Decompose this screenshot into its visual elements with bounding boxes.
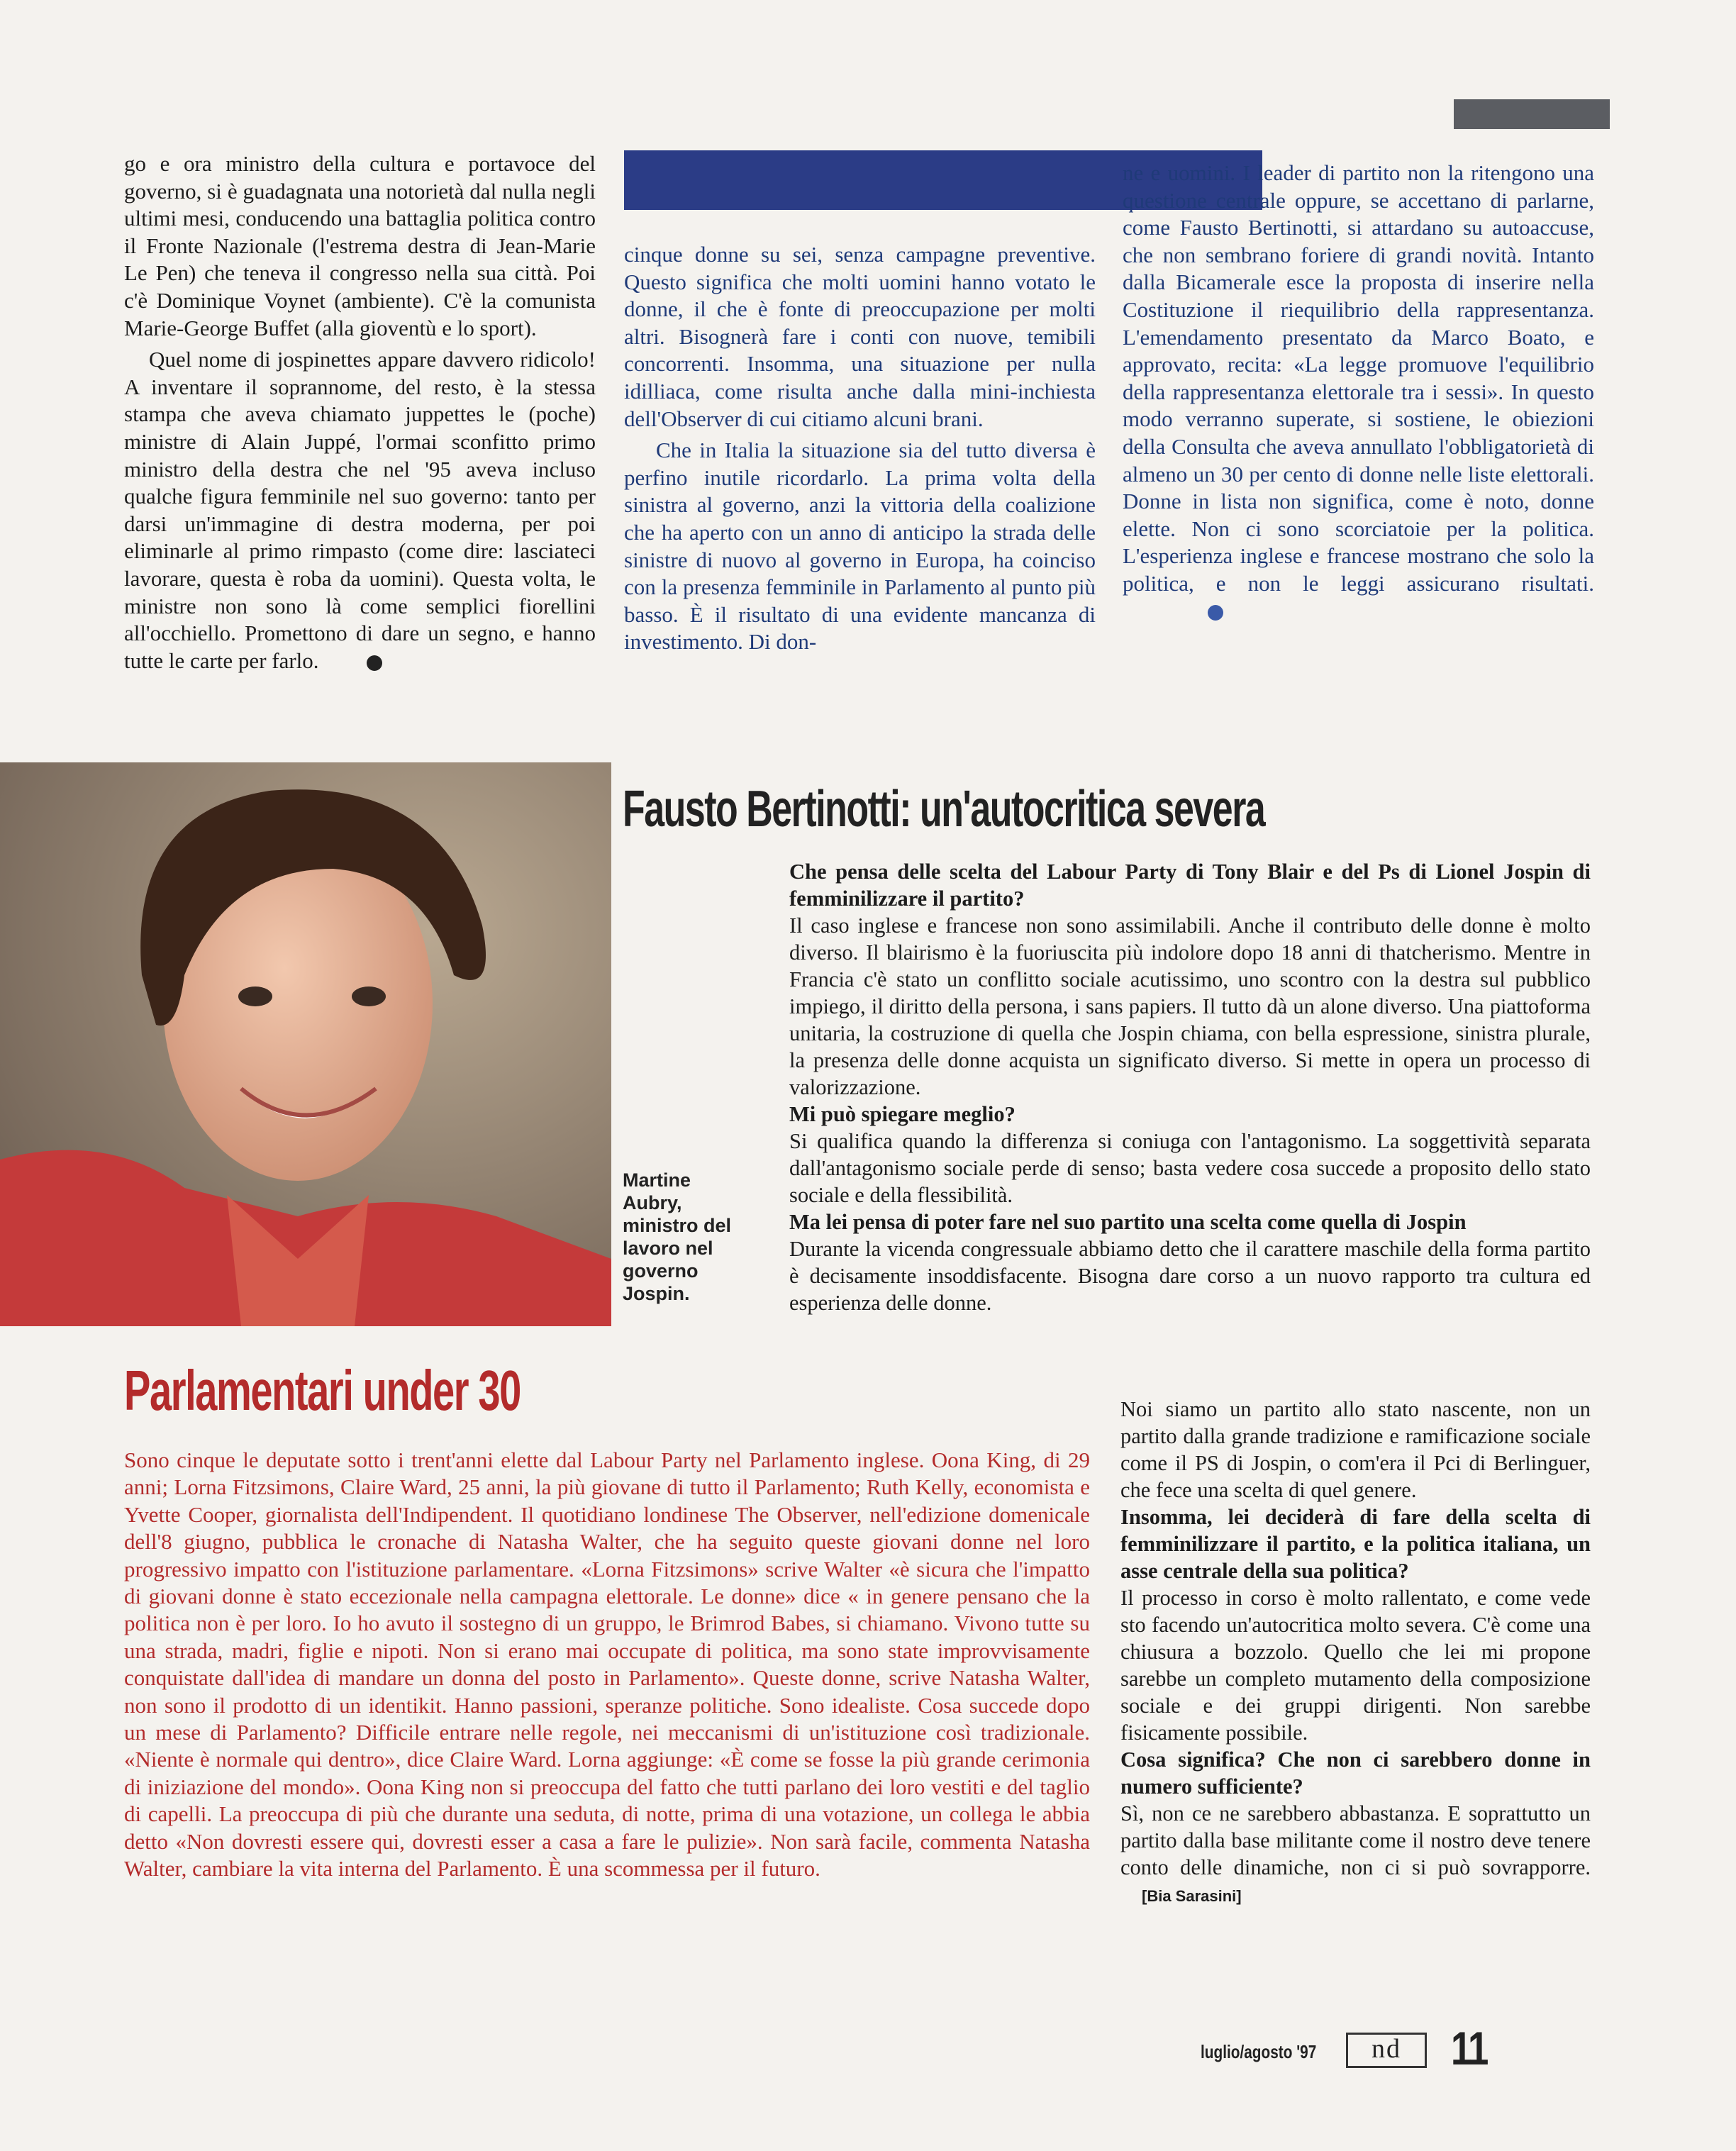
col2-paragraph-2: Che in Italia la situazione sia del tutto diversa è perfino inutile ricordarlo. La prima volta della sinistra al governo, anzi la vittoria della coalizione che ha aperto con un anno di anticipo la strada delle sinistre di nuovo al governo in Europa, ha coinciso con la presenza femminile in Parlamento al punto più basso. È il risultato di una evidente mancanza di investimento. Di don- <box>624 438 1096 655</box>
end-of-article-dot-icon <box>1208 605 1223 621</box>
end-of-article-dot-icon <box>367 655 382 671</box>
interview-a4: Il processo in corso è molto rallentato, e come vede sto facendo un'autocritica molto severa. C'è come una chiusura a bozzolo. Quello che lei mi propone sarebbe un completo mutamento della composizione sociale e dei gruppi dirigenti. Non sarebbe fisicamente possibile. <box>1120 1586 1591 1745</box>
interview-q2: Mi può spiegare meglio? <box>789 1102 1016 1126</box>
column-1 <box>124 150 596 679</box>
interview-q5: Cosa significa? Che non ci sarebbero donne in numero sufficiente? <box>1120 1747 1591 1799</box>
interview-q1: Che pensa delle scelta del Labour Party di Tony Blair e del Ps di Lionel Jospin di femminilizzare il partito? <box>789 860 1591 911</box>
col3-paragraph-1 <box>1123 160 1594 625</box>
page-number: 11 <box>1451 2022 1488 2074</box>
interview-a5-text: Sì, non ce ne sarebbero abbastanza. E soprattutto un partito dalla base militante come il nostro deve tenere conto delle dinamiche, non ci si può sovrapporre. <box>1120 1801 1591 1879</box>
column-3 <box>1123 160 1594 629</box>
magazine-logo-text: nd <box>1371 2034 1401 2064</box>
interview-a5 <box>1120 1800 1591 1910</box>
interview-a3-continued: Noi siamo un partito allo stato nascente, non un partito dalla grande tradizione e ramificazione sociale come il PS di Jospin, o com'era il Pci di Berlinguer, che fece una scelta di quel genere. <box>1120 1397 1591 1502</box>
interview-body <box>789 858 1591 1316</box>
col1-paragraph-2-text: Quel nome di jospinettes appare davvero ridicolo! A inventare il soprannome, del resto, è la stessa stampa che aveva chiamato juppettes le (poche) ministre di Alain Juppé, l'ormai sconfitto primo ministro della destra che nel '95 aveva incluso qualche figura femminile nel suo governo: tanto per darsi un'immagine di destra moderna, per poi eliminarle al primo rimpasto (come dire: lasciateci lavorare, questa è roba da uomini). Questa volta, le ministre non sono là come semplici fiorellini all'occhiello. Promettono di dare un segno, e hanno tutte le carte per farlo. <box>124 347 596 673</box>
bleed-through-box <box>1454 99 1610 129</box>
interview-a1: Il caso inglese e francese non sono assimilabili. Anche il contributo delle donne è molto diverso. Il blairismo è la fuoriuscita più indolore dopo 18 anni di thatcherismo. Mentre in Francia c'è stato un conflitto sociale acutissimo, uno scontro con la destra sul pubblico impiego, il diritto della persona, i sans papiers. Il tutto dà un alone diverso. Una piattoforma unitaria, la costruzione di quella che Jospin chiama, con bella espressione, sinistra plurale, la presenza delle donne acquista un significato diverso. Si mette in opera un processo di valorizzazione. <box>789 913 1591 1099</box>
interview-a3: Durante la vicenda congressuale abbiamo detto che il carattere maschile della forma partito è decisamente insoddisfacente. Bisogna dare corso a un nuovo rapporto tra cultura ed esperienza delle donne. <box>789 1237 1591 1315</box>
col1-paragraph-1: go e ora ministro della cultura e portavoce del governo, si è guadagnata una notorietà dal nulla negli ultimi mesi, conducendo una battaglia politica contro il Fronte Nazionale (l'estrema destra di Jean-Marie Le Pen) che teneva il congresso nella sua città. Poi c'è Dominique Voynet (ambiente). C'è la comunista Marie-George Buffet (alla gioventù e lo sport). <box>124 151 596 340</box>
under30-headline: Parlamentari under 30 <box>124 1359 521 1422</box>
col1-paragraph-2 <box>124 346 596 674</box>
footer-issue-date: luglio/agosto '97 <box>1201 2041 1317 2062</box>
under30-body <box>124 1447 1090 1887</box>
martine-aubry-photo <box>0 762 611 1326</box>
photo-caption: Martine Aubry, ministro del lavoro nel governo Jospin. <box>623 1169 732 1304</box>
interview-headline: Fausto Bertinotti: un'autocritica severa <box>623 781 1265 838</box>
column-2 <box>624 241 1096 660</box>
portrait-image <box>0 762 611 1326</box>
under30-paragraph: Sono cinque le deputate sotto i trent'anni elette dal Labour Party nel Parlamento inglese. Oona King, di 29 anni; Lorna Fitzsimons, Claire Ward, 25 anni, la più giovane di tutto il Parlamento; Ruth Kelly, economista e Yvette Cooper, giornalista dell'Indipendent. Il quotidiano londinese The Observer, nell'edizione domenicale dell'8 giugno, pubblica le cronache di Natasha Walter, che ha seguito queste giovani donne nel loro progressivo impatto con l'istituzione parlamentare. «Lorna Fitzsimons» scrive Walter «è sicura che l'impatto di giovani donne è stato eccezionale nella campagna elettorale. Le donne» dice « in genere pensano che la politica non è per loro. Io ho avuto il sostegno di un gruppo, le Brimrod Babes, si chiamano. Vivono tutte su una strada, madri, figlie e nipoti. Non si erano mai occupate di politica, ma sono state improvvisamente conquistate dall'idea di mandare un donna del posto in Parlamento». Queste donne, scrive Natasha Walter, non sono il prodotto di un identikit. Hanno passioni, speranze politiche. Sono idealiste. Cosa succede dopo un mese di Parlamento? Difficile entrare nelle regole, nei meccanismi di un'istituzione così tradizionale. «Niente è normale qui dentro», dice Claire Ward. Lorna aggiunge: «È come se fosse la più grande cerimonia di iniziazione del mondo». Oona King non si preoccupa del fatto che tutti parlano dei loro vestiti e del taglio di capelli. La preoccupa di più che durante una seduta, di notte, prima di una votazione, un collega le abbia detto «Non dovresti essere qui, dovresti esser a casa a fare le pulizie». Non sarà facile, commenta Natasha Walter, cambiare la vita interna del Parlamento. È una scommessa per il futuro. <box>124 1447 1090 1882</box>
interview-q3: Ma lei pensa di poter fare nel suo partito una scelta come quella di Jospin <box>789 1210 1467 1234</box>
col2-paragraph-1: cinque donne su sei, senza campagne preventive. Questo significa che molti uomini hanno votato le donne, il che è fonte di preoccupazione per molti altri. Bisognerà fare i conti con nuove, temibili concorrenti. Insomma, una situazione per nulla idilliaca, come risulta anche dalla mini-inchiesta dell'Observer di cui citiamo alcuni brani. <box>624 242 1096 431</box>
interview-body-continued <box>1120 1396 1591 1910</box>
author-signature: [Bia Sarasini] <box>1142 1887 1242 1905</box>
interview-a2: Si qualifica quando la differenza si coniuga con l'antagonismo. La soggettività separata dall'antagonismo sociale perde di senso; basta vedere cosa succede a proposito dello stato sociale e della flessibilità. <box>789 1129 1591 1207</box>
interview-q4: Insomma, lei deciderà di fare della scelta di femminilizzare il partito, e la politica italiana, un asse centrale della sua politica? <box>1120 1505 1591 1583</box>
col3-paragraph-1-text: ne e uomini. I leader di partito non la ritengono una questione centrale oppure, se accettano di parlarne, come Fausto Bertinotti, si attardano su autoaccuse, che non sembrano foriere di grandi novità. Intanto dalla Bicamerale esce la proposta di inserire nella Costituzione il riequilibrio della rappresentanza. L'emendamento presentato da Marco Boato, e approvato, recita: «La legge promuove l'equilibrio della rappresentanza elettorale tra i sessi». In questo modo verranno superate, si sostiene, le obiezioni della Consulta che aveva annullato l'obbligatorietà di almeno un 30 per cento di donne nelle liste elettorali. Donne in lista non significa, come è noto, donne elette. Non ci sono scorciatoie per la politica. L'esperienza inglese e francese mostrano che solo la politica, e non le leggi assicurano risultati. <box>1123 160 1594 596</box>
magazine-logo <box>1346 2033 1427 2068</box>
